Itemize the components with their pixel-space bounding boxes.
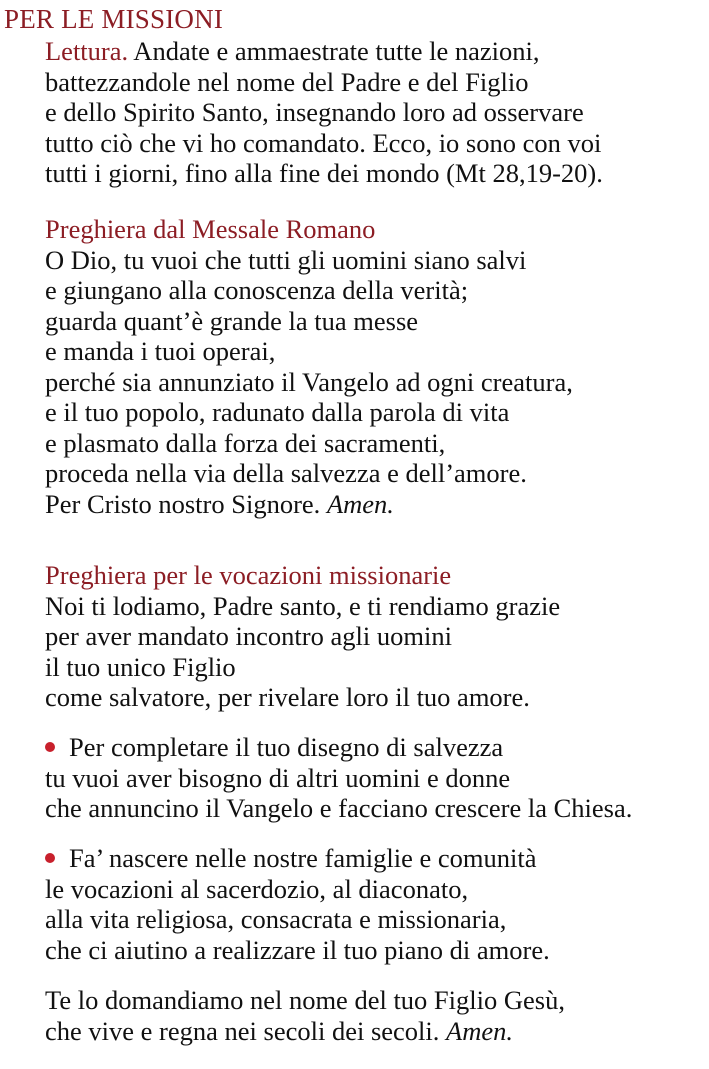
reading-line: e dello Spirito Santo, insegnando loro ad osservare [45,97,584,127]
bullet-first-text: Per completare il tuo disegno di salvezza [69,732,504,762]
prayer-line: e manda i tuoi operai, [45,336,276,366]
prayer-line: che annuncino il Vangelo e facciano crescere la Chiesa. [45,793,633,823]
prayer-closing-line [45,1016,705,1047]
amen-text: Amen. [446,1015,513,1046]
prayer-line: O Dio, tu vuoi che tutti gli uomini siano salvi [45,244,527,275]
roman-missal-prayer [45,214,705,519]
bullet-dot-icon [45,742,55,752]
closing-paragraph [45,985,705,1046]
reading-first-line [45,36,705,67]
bullet-first-line [45,732,705,763]
prayer-line: e plasmato dalla forza dei sacramenti, [45,427,446,458]
prayer-line: le vocazioni al sacerdozio, al diaconato, [45,873,469,904]
prayer-line: tu vuoi aver bisogno di altri uomini e donne [45,762,511,793]
prayer-closing-text: Per Cristo nostro Signore. [45,488,327,519]
prayer-line: e giungano alla conoscenza della verità; [45,275,469,305]
reading-line: tutti i giorni, fino alla fine dei mondo (Mt 28,19-20). [45,158,603,188]
bullet-paragraph [45,843,705,965]
prayer-line: e il tuo popolo, radunato dalla parola di vita [45,397,510,427]
bullet-paragraph [45,732,705,824]
prayer-line: il tuo unico Figlio [45,651,236,682]
missionary-vocations-prayer [45,560,705,713]
prayer-closing-line [45,489,705,520]
prayer-line: Te lo domandiamo nel nome del tuo Figlio Gesù, [45,985,565,1015]
prayer-closing-text: che vive e regna nei secoli dei secoli. [45,1015,447,1046]
section-heading: Preghiera per le vocazioni missionarie [45,560,452,590]
bullet-first-line [45,843,705,874]
section-heading: Preghiera dal Messale Romano [45,214,376,244]
page-title: PER LE MISSIONI [4,4,224,34]
prayer-line: per aver mandato incontro agli uomini [45,621,452,651]
prayer-line: guarda quant’è grande la tua messe [45,305,419,336]
prayer-line: proceda nella via della salvezza e dell’amore. [45,458,527,488]
prayer-line: come salvatore, per rivelare loro il tuo amore. [45,682,530,712]
prayer-line: che ci aiutino a realizzare il tuo piano di amore. [45,934,550,965]
prayer-line: Noi ti lodiamo, Padre santo, e ti rendiamo grazie [45,590,561,621]
amen-text: Amen. [326,488,394,519]
reading-section [45,36,705,189]
bullet-dot-icon [45,853,55,863]
prayer-line: perché sia annunziato il Vangelo ad ogni creatura, [45,366,573,397]
reading-line-text: Andate e ammaestrate tutte le nazioni, [128,36,540,66]
prayer-line: alla vita religiosa, consacrata e missionaria, [45,904,507,934]
reading-label: Lettura. [45,36,129,66]
reading-line: tutto ciò che vi ho comandato. Ecco, io sono con voi [45,127,602,158]
bullet-first-text: Fa’ nascere nelle nostre famiglie e comunità [69,843,537,873]
reading-line: battezzandole nel nome del Padre e del Figlio [45,66,529,97]
